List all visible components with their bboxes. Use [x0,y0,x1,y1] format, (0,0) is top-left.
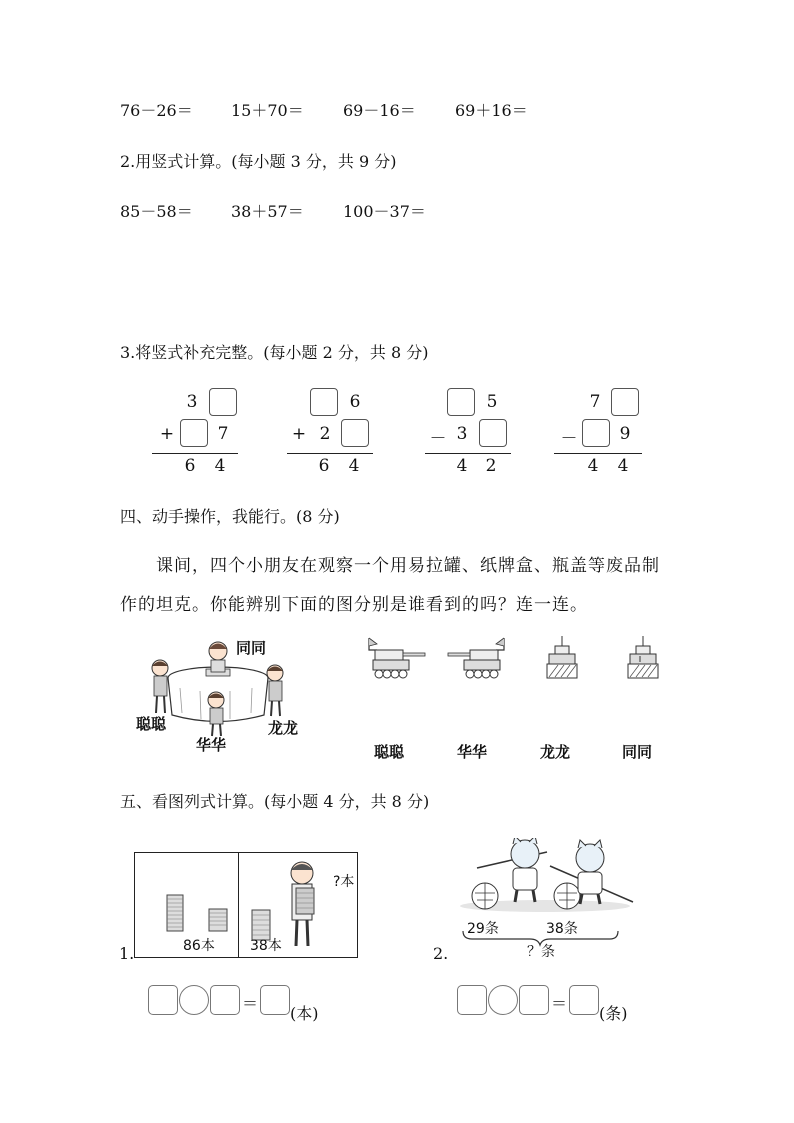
view-back [626,636,660,686]
oral-calc-1: 76－26＝ [120,101,193,120]
answer-box[interactable] [180,419,208,447]
answer-box[interactable] [310,388,338,416]
q2-label-29: 29条 [467,921,499,937]
section4-paragraph-line1: 课间，四个小朋友在观察一个用易拉罐、纸牌盒、瓶盖等废品制 [156,556,660,576]
book-stacks-left [163,893,238,933]
answer-box[interactable] [611,388,639,416]
result-digit: 4 [348,456,360,476]
top-digit: 6 [349,392,361,412]
q1-unit: (本) [290,1004,319,1023]
view-front [545,636,579,686]
view-label-1: 聪聪 [374,743,405,761]
result-digit: 4 [214,456,226,476]
q1-label-question: ?本 [333,874,355,890]
scene-label-congcong: 聪聪 [136,715,167,733]
operator: － [560,429,578,449]
operator-circle[interactable] [488,985,518,1015]
view-label-4: 同同 [622,743,653,761]
q1-label-38: 38本 [250,938,282,954]
operator: + [159,424,175,444]
view-label-2: 华华 [457,743,488,761]
equals-sign: ＝ [551,994,568,1013]
result-digit: 4 [617,456,629,476]
result-digit: 6 [318,456,330,476]
answer-box[interactable] [582,419,610,447]
result-digit: 4 [587,456,599,476]
part3-heading: 3.将竖式补充完整。(每小题 2 分，共 8 分) [120,343,429,362]
cats-fishing-illustration [455,838,635,918]
divider [238,853,239,957]
mid-digit: 3 [456,424,468,444]
scene-label-huahua: 华华 [196,736,227,754]
top-digit: 3 [186,392,198,412]
oral-calc-3: 69－16＝ [343,101,416,120]
operator: － [429,429,447,449]
answer-box[interactable] [569,985,599,1015]
answer-box[interactable] [519,985,549,1015]
result-digit: 2 [485,456,497,476]
observation-scene [130,633,330,763]
q2-label-question: ？条 [527,944,555,960]
answer-box[interactable] [210,985,240,1015]
kids-around-table-illustration [130,633,330,763]
difference-line [425,453,511,454]
difference-line [554,453,642,454]
oral-calc-2: 15＋70＝ [231,101,304,120]
answer-box[interactable] [457,985,487,1015]
answer-box[interactable] [447,388,475,416]
q1-number: 1. [119,944,135,963]
view-side-1 [365,636,427,686]
answer-box[interactable] [148,985,178,1015]
q1-label-86: 86本 [183,938,215,954]
q2-label-38: 38条 [546,921,578,937]
operator: + [291,424,307,444]
answer-box[interactable] [341,419,369,447]
top-digit: 5 [486,392,498,412]
vertical-calc-2: 38＋57＝ [231,202,304,221]
section4-paragraph-line2: 作的坦克。你能辨别下面的图分别是谁看到的吗？连一连。 [120,595,588,615]
equals-sign: ＝ [242,994,259,1013]
section4-heading: 四、动手操作，我能行。(8 分) [120,507,340,526]
view-label-3: 龙龙 [540,743,571,761]
result-digit: 6 [184,456,196,476]
q1-picture [134,852,358,958]
part2-heading: 2.用竖式计算。(每小题 3 分，共 9 分) [120,152,397,171]
operator-circle[interactable] [179,985,209,1015]
q2-number: 2. [433,944,449,963]
scene-label-tongtong: 同同 [236,639,267,657]
answer-box[interactable] [479,419,507,447]
oral-calc-4: 69＋16＝ [455,101,528,120]
mid-digit: 7 [217,424,229,444]
q2-unit: (条) [599,1004,628,1023]
mid-digit: 2 [319,424,331,444]
vertical-calc-1: 85－58＝ [120,202,193,221]
sum-line [287,453,373,454]
top-digit: 7 [589,392,601,412]
sum-line [152,453,238,454]
view-side-2 [446,636,508,686]
scene-label-longlong: 龙龙 [268,719,299,737]
answer-box[interactable] [260,985,290,1015]
mid-digit: 9 [619,424,631,444]
vertical-calc-3: 100－37＝ [343,202,426,221]
answer-box[interactable] [209,388,237,416]
section5-heading: 五、看图列式计算。(每小题 4 分，共 8 分) [120,792,430,811]
result-digit: 4 [456,456,468,476]
